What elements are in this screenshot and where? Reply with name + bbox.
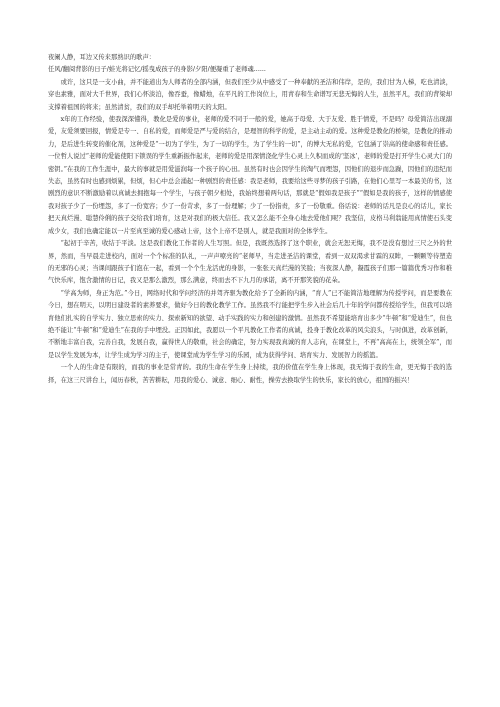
document-body (48, 52, 452, 387)
paragraph-1: 或许，这只是一支小曲，并不能道出为人师者的全部内涵，但我们至少从中感受了一种奉献的圣洁和伟岸，是的，我们甘为人梯，吃也清淡，穿也素雅，面对大千世界，我们心怀淡泊，像吞蚕，像蜡烛，在平凡的工作岗位上，用青春和生命谱写无悲无悔的人生，虽然平凡，我们的背梁却支撑着祖国的将来；虽然清贫，我们的双手却托举着明天的太阳。 (48, 78, 452, 111)
paragraph-3: “起初于辛苦，收结于平淡。这是我们教化工作者的人生写照。但是，我既然选择了这个职业，就会无恕无悔，我不是没有想过三尺之外的世界，然而，当早晨走进校内，面对一个个标准的队礼，一声声嘹亮的“老师早，当走进圣洁的课堂，看到一双双渴求甘霖的双眸，一颗颗等待塑造的无邪的心灵；当课间跟孩子们泡在一起，看到一个个生龙活虎的身影，一张张天真烂漫的笑脸；当夜深人静，凝霞孩子们那一篇篇优秀习作和稚气快乐库，饱含激情的日记，我又是那么激烈，那么满意，终而去不下九月的承诺，离不开那笑貌的花朵。 (48, 240, 452, 285)
paragraph-4: “学高为师，身正为范。”今日，网络时代和学问经济的并驾齐驱为教化给予了全新的内涵，“育人”已不能简洁地理解为传授学问，而是要教在今日，想在明天，以明日建设者的素养要求，做好今日的教化教学工作。虽然我不行能把学生步入社会后几十年的学问都传授给学生，但我可以培育他们扎实的自学实力、独立思索的实力、探索新知的欲望、动手实践的实力和创建的激情。虽然我不希望能培育出多少“牛顿”和“爱迪生”，但也绝不能让“牛顿”和“爱迪生”在我的手中埋没。正因如此，我愿以一个平凡教化工作者的真诚，投身于教化改革的风尖浪头，与时俱进，改革创新，不断地丰富自我，完善自我，发展自我，赢得世人的敬重，社会的确定，努力实现我真诚的育人志向，在课堂上，不再“高高在上，统领全军”，而是以学生发展为本，让学生成为学习的主子，使课堂成为学生学习的乐园，成为获得学问、培育实力、发展智力的摇篮。 (48, 289, 452, 359)
paragraph-5: 一个人的生命是有限的，而我的事业是常青的。我的生命在学生身上持续，我的价值在学生身上体现，我无悔于我的生命，更无悔于我的选择，在这三尺讲台上，闻历春秋，苦苦耕耘，用我的爱心、诚意、细心、耐性，操劳去换取学生的快乐，家长的放心，祖国的振兴！ (48, 364, 452, 384)
paragraph-2: x年的工作经验，使我深深懂得，教化是爱的事业，老师的爱不同于一般的爱，她高于母爱、大于友爱、胜于情爱，不是吗？母爱简洁出现溺爱，友爱须要回报，情爱是专一、自私的爱，而师爱是严与爱的结合，是理智的科学的爱，是主动主动的爱。这种爱是教化的桥梁，是教化的推动力，是后进生转变的催化剂，这种爱是“一切为了学生，为了一切的学生，为了学生的一切”，的博大无私的爱，它包涵了崇高的使命感和责任感。一位哲人说过“老师的爱能使阳下锁误的学生重新振作起来，老师的爱是用深情浇化学生心灵上久积而成的‘坚冰’，老师的爱是打开学生心灵大门的密钥。”在我的工作生涯中，最大的事就是用爱滋润每一个孩子的心田。虽然有时也会因学生的淘气而埋怨，因他们的退步而急躁，因他们的违纪而失态，虽然有时也感到烦累，但烦，但心中总会涌起一种剧烈的责任感：我是老师，我要给这些寻梦的孩子引路，在他们心里写一本最美的书，这剧烈的意识不断激励着以真诚去拥抱每一个学生，与孩子朝夕相处，我始终想着两句话，那就是“假如我是孩子”“假如是我的孩子，这样的情感使我对孩子少了一份埋怨，多了一份宽容；少了一份苛求，多了一份理解；少了一份指责，多了一份敬重。俗话说：老师的话凡是良心的话儿，家长把天真烂漫、聪慧伶俐的孩子交给我们培育，这是对我们的极大信任。我又怎么能不全身心地去爱他们呢？我坚信，皮格马利翁能用真情使石头变成少女，我们也确定能以一片至真至诚的爱心感动上帝，这个上帝不是别人，就是我面对的全体学生。 (48, 116, 452, 235)
opening-line: 夜阑人静，耳边又传来那熟识的歌声： (48, 54, 156, 61)
song-lyric-line: 任风/翻阅背影的日子/蛙光将记忆/摇曳成孩子的身影/夕阳/便凝重了老师魂...... (48, 66, 266, 74)
